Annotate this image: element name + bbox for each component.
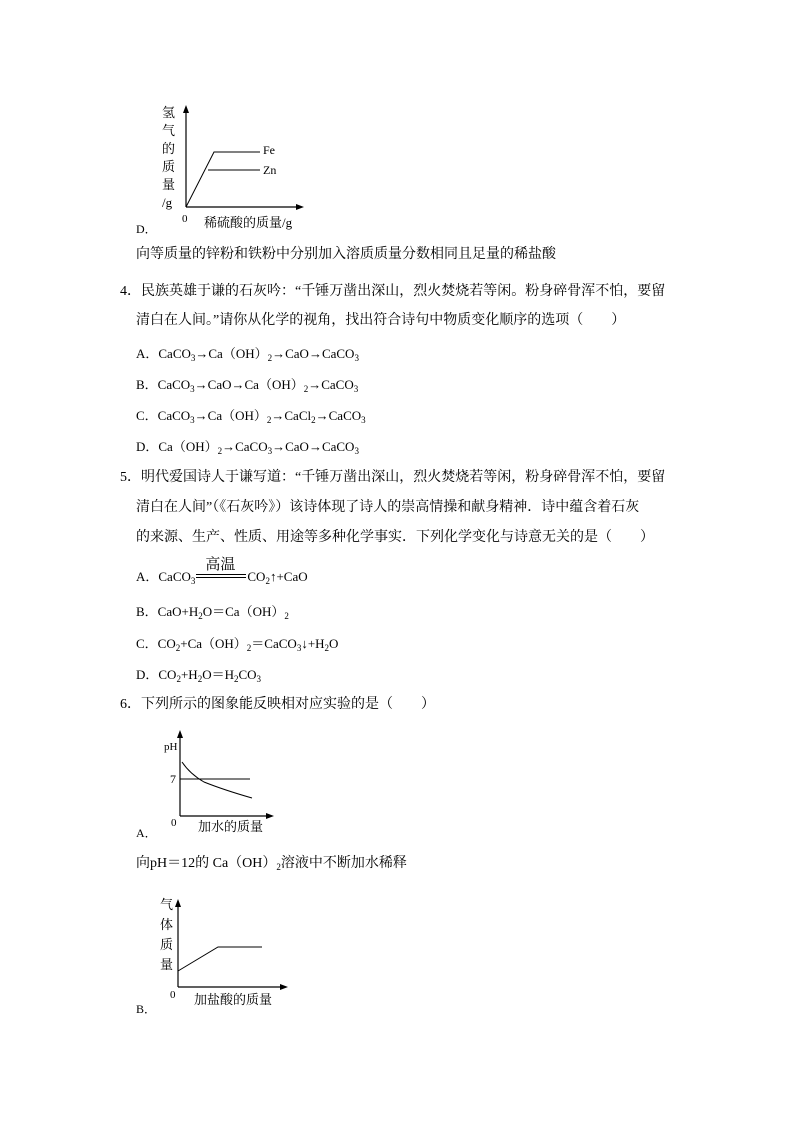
graph-d-caption: 向等质量的锌粉和铁粉中分别加入溶质质量分数相同且足量的稀盐酸 bbox=[136, 247, 556, 262]
q4-option-c: C．$CaCO_3\to Ca(OH)_2\to CaCl_2\to CaCO_3$ bbox=[136, 408, 366, 425]
graph-d-y-char: 气 bbox=[162, 123, 176, 138]
graph-b-y-char: 质 bbox=[160, 937, 174, 952]
graph-b-origin: 0 bbox=[170, 989, 176, 1001]
graph-d-x-label: 稀硫酸的质量/g bbox=[204, 215, 293, 230]
graph-d-y-char: 氢 bbox=[162, 105, 176, 120]
double-line bbox=[196, 574, 246, 578]
graph-b-curve bbox=[178, 947, 262, 971]
graph-a bbox=[158, 724, 278, 836]
q5-option-c: C．$CO_2+Ca(OH)_2=CaCO_3↓+H_2O$ bbox=[136, 636, 339, 653]
q4-option-d: D．$Ca(OH)_2\to CaCO_3\to CaO\to CaCO_3$ bbox=[136, 439, 359, 456]
q5-option-b: B．$CaO+H_2O=Ca(OH)_2$ bbox=[136, 604, 289, 621]
option-letter: A． bbox=[136, 346, 159, 361]
graph-b-y-char: 气 bbox=[160, 897, 174, 912]
graph-d-y-label bbox=[162, 105, 175, 210]
graph-a-origin: 0 bbox=[171, 817, 177, 829]
option-letter: C． bbox=[136, 408, 158, 423]
graph-a-curve bbox=[182, 762, 252, 798]
graph-d-y-arrow bbox=[183, 105, 189, 113]
option-letter: B． bbox=[136, 377, 158, 392]
graph-b-y-arrow bbox=[175, 899, 181, 907]
graph-b bbox=[156, 893, 296, 1011]
q4-stem-line-1: 4．民族英雄于谦的石灰吟：“千锤万凿出深山，烈火焚烧若等闲。粉身碎骨浑不怕，要留 bbox=[120, 284, 666, 299]
graph-a-ref-label: 7 bbox=[170, 772, 176, 786]
graph-d bbox=[150, 95, 310, 235]
graph-d-y-char: 质 bbox=[162, 159, 176, 174]
graph-d-y-char: 量 bbox=[162, 177, 176, 192]
graph-d-origin: 0 bbox=[182, 213, 188, 225]
graph-d-fe-label: Fe bbox=[263, 143, 275, 157]
graph-a-y-arrow bbox=[177, 730, 183, 738]
q4-option-a: A．$CaCO_3\to Ca(OH)_2\to CaO\to CaCO_3$ bbox=[136, 346, 359, 363]
option-letter: C． bbox=[136, 636, 158, 651]
graph-d-option-letter: D． bbox=[136, 222, 157, 236]
q4-stem-line-2: 清白在人间。”请你从化学的视角，找出符合诗句中物质变化顺序的选项（ ） bbox=[136, 313, 626, 328]
graph-b-y-char: 量 bbox=[160, 957, 174, 972]
graph-a-y-label: pH bbox=[164, 741, 178, 753]
option-letter: D． bbox=[136, 667, 159, 682]
q5-option-d: D．$CO_2+H_2O=H_2CO_3$ bbox=[136, 667, 262, 684]
q6-stem: 6．下列所示的图象能反映相对应实验的是（ ） bbox=[120, 697, 435, 712]
graph-d-y-char: /g bbox=[162, 195, 173, 210]
graph-b-x-label: 加盐酸的质量 bbox=[194, 992, 273, 1007]
graph-b-x-arrow bbox=[280, 984, 288, 990]
q5-stem-line-3: 的来源、生产、性质、用途等多种化学事实．下列化学变化与诗意无关的是（ ） bbox=[136, 530, 654, 545]
reaction-condition bbox=[195, 557, 247, 583]
graph-b-option-letter: B． bbox=[136, 1002, 157, 1016]
graph-b-y-char: 体 bbox=[160, 917, 174, 932]
condition-text: 高温 bbox=[205, 557, 236, 573]
graph-a-x-label: 加水的质量 bbox=[198, 819, 264, 834]
q5-stem-line-1: 5．明代爱国诗人于谦写道：“千锤万凿出深山，烈火焚烧若等闲，粉身碎骨浑不怕，要留 bbox=[120, 470, 666, 485]
graph-d-fe-line bbox=[186, 152, 260, 207]
q5-stem-line-2: 清白在人间”（《石灰吟》）该诗体现了诗人的崇高情操和献身精神．诗中蕴含着石灰 bbox=[136, 500, 640, 515]
q4-option-b: B．$CaCO_3\to CaO\to Ca(OH)_2\to CaCO_3$ bbox=[136, 377, 359, 394]
graph-d-zn-label: Zn bbox=[263, 163, 277, 177]
option-letter: D． bbox=[136, 439, 159, 454]
graph-a-x-arrow bbox=[266, 813, 274, 819]
graph-d-y-char: 的 bbox=[162, 141, 176, 156]
graph-d-x-arrow bbox=[296, 204, 304, 210]
graph-a-caption: 向pH＝12的 $Ca(OH)_2$溶液中不断加水稀释 bbox=[136, 856, 407, 872]
option-letter: B． bbox=[136, 604, 158, 619]
graph-a-option-letter: A． bbox=[136, 826, 157, 840]
q5-option-a: A．CaCO$_3$ 高温 $CO_2↑+CaO$ bbox=[136, 566, 308, 586]
graph-b-y-label bbox=[160, 897, 173, 972]
option-letter: A． bbox=[136, 569, 159, 584]
